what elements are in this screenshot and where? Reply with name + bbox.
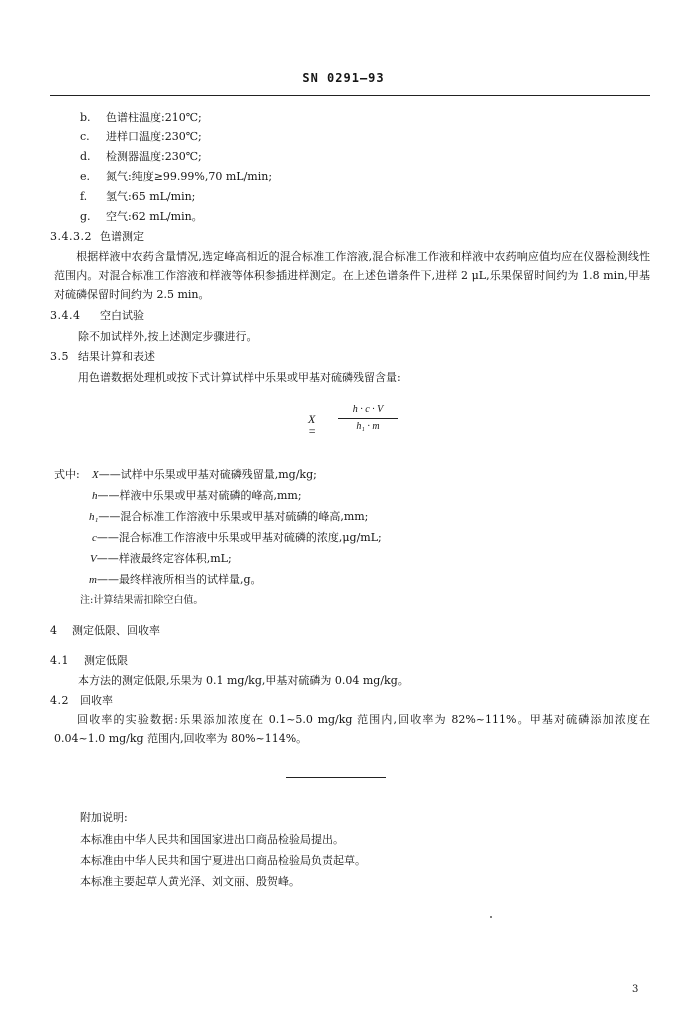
section-3-5-body: 用色谱数据处理机或按下式计算试样中乐果或甲基对硫磷残留含量: xyxy=(78,371,401,384)
page-number: 3 xyxy=(632,984,639,995)
section-3-4-3-2-heading xyxy=(50,231,144,242)
section-title: 测定低限、回收率 xyxy=(72,624,160,637)
condition-letter: b. xyxy=(80,111,91,124)
section-3-4-4-heading xyxy=(50,310,144,321)
variable-desc: ——混合标准工作溶液中乐果或甲基对硫磷的浓度,μg/mL; xyxy=(96,531,382,544)
section-separator xyxy=(286,777,386,778)
section-title: 色谱测定 xyxy=(100,230,144,243)
condition-d xyxy=(80,151,202,162)
formula-numerator: h · c · V xyxy=(352,404,384,415)
formula-denominator: h₁ · m xyxy=(356,421,380,432)
condition-text: 进样口温度:230℃; xyxy=(106,130,202,143)
section-number: 4.2 xyxy=(50,694,69,707)
condition-text: 检测器温度:230℃; xyxy=(106,150,202,163)
paragraph-text: 回收率的实验数据:乐果添加浓度在 0.1~5.0 mg/kg 范围内,回收率为 82%~111%。甲基对硫磷添加浓度在 0.04~1.0 mg/kg 范围内,回收率为 80%~114%。 xyxy=(54,713,650,745)
variable-desc: ——样液最终定容体积,mL; xyxy=(96,552,232,565)
condition-g xyxy=(80,211,203,222)
condition-letter: g. xyxy=(80,210,91,223)
condition-letter: c. xyxy=(80,130,90,143)
variable-desc: ——最终样液所相当的试样量,g。 xyxy=(96,573,262,586)
section-title: 空白试验 xyxy=(100,309,144,322)
section-4-1-heading xyxy=(50,655,128,666)
section-title: 结果计算和表述 xyxy=(78,350,155,363)
condition-c xyxy=(80,131,202,142)
section-4-1-body: 本方法的测定低限,乐果为 0.1 mg/kg,甲基对硫磷为 0.04 mg/kg。 xyxy=(78,674,409,687)
paragraph-text: 根据样液中农药含量情况,选定峰高相近的混合标准工作溶液,混合标准工作液和样液中农药响应值均应在仪器检测线性范围内。对混合标准工作溶液和样液等体积参插进样测定。在上述色谱条件下,进样 2 μL,乐果保留时间约为 1.8 min,甲基对硫磷保留时间约为 2.5 min。 xyxy=(54,250,650,301)
condition-letter: e. xyxy=(80,170,91,183)
variable-row-x xyxy=(54,469,317,481)
variable-symbol: c xyxy=(92,532,97,544)
condition-f xyxy=(80,191,195,202)
variable-symbol: m xyxy=(89,574,97,586)
condition-text: 氢气:65 mL/min; xyxy=(106,190,196,203)
appendix-line-2: 本标准由中华人民共和国宁夏进出口商品检验局负责起草。 xyxy=(80,854,366,867)
section-3-4-3-2-body xyxy=(54,247,650,304)
variable-symbol: X xyxy=(92,469,99,481)
section-title: 回收率 xyxy=(80,694,113,707)
calculation-note: 注:计算结果需扣除空白值。 xyxy=(80,595,204,606)
formula-fraction xyxy=(338,405,398,432)
variable-desc: ——混合标准工作溶液中乐果或甲基对硫磷的峰高,mm; xyxy=(98,510,369,523)
fraction-bar xyxy=(338,418,398,419)
appendix-line-3: 本标准主要起草人黄光泽、刘文丽、殷贺峰。 xyxy=(80,875,300,888)
section-title: 测定低限 xyxy=(84,654,128,667)
condition-b xyxy=(80,112,202,123)
condition-letter: f. xyxy=(80,190,88,203)
formula-lhs: X = xyxy=(308,412,317,438)
standard-code-header: SN 0291—93 xyxy=(302,71,385,85)
variable-row-v xyxy=(90,553,232,565)
variable-symbol: h xyxy=(92,490,98,502)
section-4-heading xyxy=(50,625,160,636)
variable-row-m xyxy=(89,574,262,586)
section-3-4-4-body: 除不加试样外,按上述测定步骤进行。 xyxy=(78,330,258,343)
appendix-title: 附加说明: xyxy=(80,811,128,824)
header-rule xyxy=(50,95,650,96)
variable-row-c xyxy=(92,532,382,544)
section-number: 4 xyxy=(50,624,58,637)
variable-desc: ——样液中乐果或甲基对硫磷的峰高,mm; xyxy=(97,489,302,502)
variable-row-h xyxy=(92,490,302,502)
condition-text: 空气:62 mL/min。 xyxy=(106,210,203,223)
section-number: 3.5 xyxy=(50,350,69,363)
section-number: 4.1 xyxy=(50,654,69,667)
appendix-line-1: 本标准由中华人民共和国国家进出口商品检验局提出。 xyxy=(80,833,344,846)
section-4-2-heading xyxy=(50,695,113,706)
condition-e xyxy=(80,171,272,182)
condition-text: 氮气:纯度≥99.99%,70 mL/min; xyxy=(106,170,273,183)
condition-text: 色谱柱温度:210℃; xyxy=(106,111,202,124)
variable-row-h1 xyxy=(89,511,368,523)
variable-symbol: h₁ xyxy=(89,511,99,523)
scan-speck xyxy=(490,916,492,918)
where-lead: 式中: xyxy=(54,468,80,481)
variable-desc: ——试样中乐果或甲基对硫磷残留量,mg/kg; xyxy=(98,468,317,481)
section-3-5-heading xyxy=(50,351,155,362)
condition-letter: d. xyxy=(80,150,91,163)
section-4-2-body xyxy=(54,710,650,748)
section-number: 3.4.4 xyxy=(50,309,81,322)
section-number: 3.4.3.2 xyxy=(50,230,92,243)
variable-symbol: V xyxy=(90,553,97,565)
